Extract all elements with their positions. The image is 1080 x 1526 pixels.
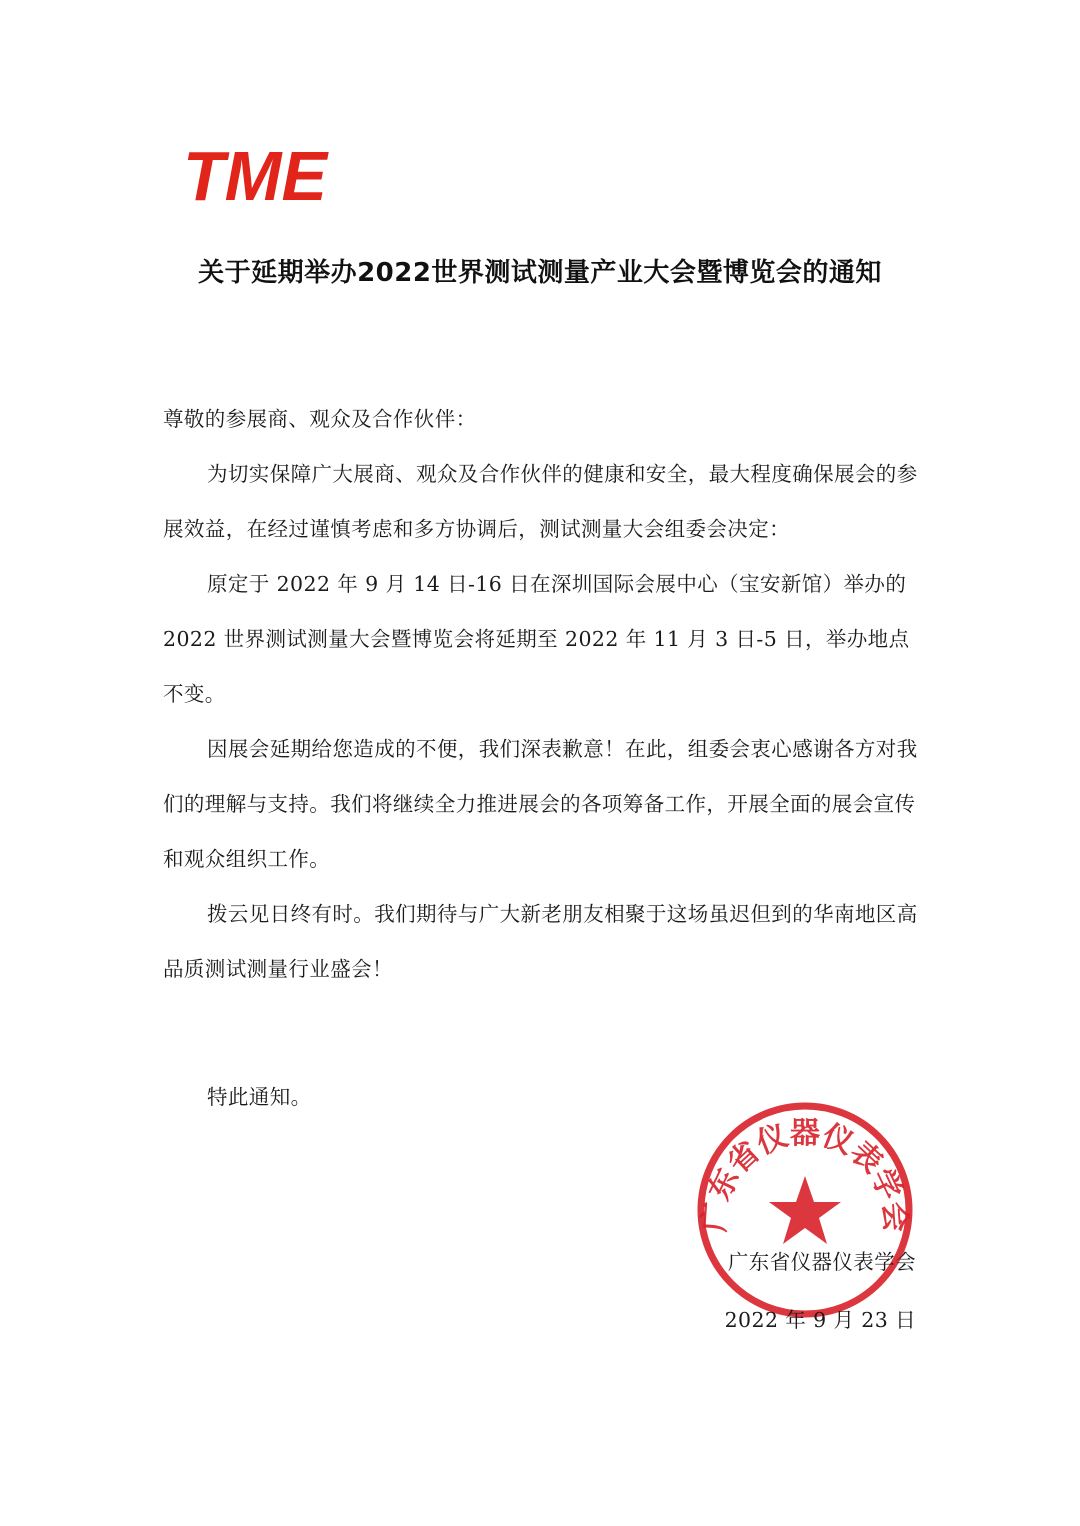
letter-body (163, 392, 919, 997)
signature-date: 2022 年 9 月 23 日 (724, 1308, 916, 1332)
logo-text: TME (183, 142, 329, 208)
page-title: 关于延期举办2022世界测试测量产业大会暨博览会的通知 (198, 258, 882, 288)
paragraph-4: 拨云见日终有时。我们期待与广大新老朋友相聚于这场虽迟但到的华南地区高品质测试测量行业盛会！ (163, 902, 918, 981)
paragraph-1: 为切实保障广大展商、观众及合作伙伴的健康和安全，最大程度确保展会的参展效益，在经过谨慎考虑和多方协调后，测试测量大会组委会决定： (163, 462, 918, 541)
official-seal (693, 1098, 917, 1322)
paragraph-2: 原定于 2022 年 9 月 14 日-16 日在深圳国际会展中心（宝安新馆）举办的 2022 世界测试测量大会暨博览会将延期至 2022 年 11 月 3 日-5 日，举办地点不变。 (163, 572, 910, 706)
signature-org: 广东省仪器仪表学会 (727, 1250, 916, 1274)
closing-line: 特此通知。 (207, 1085, 312, 1109)
star-icon (769, 1176, 841, 1244)
paragraph-3: 因展会延期给您造成的不便，我们深表歉意！在此，组委会衷心感谢各方对我们的理解与支持。我们将继续全力推进展会的各项筹备工作，开展全面的展会宣传和观众组织工作。 (163, 737, 918, 871)
tme-logo (183, 142, 329, 208)
seal-text: 广东省仪器仪表学会 (697, 1116, 913, 1234)
salutation: 尊敬的参展商、观众及合作伙伴： (163, 407, 477, 431)
